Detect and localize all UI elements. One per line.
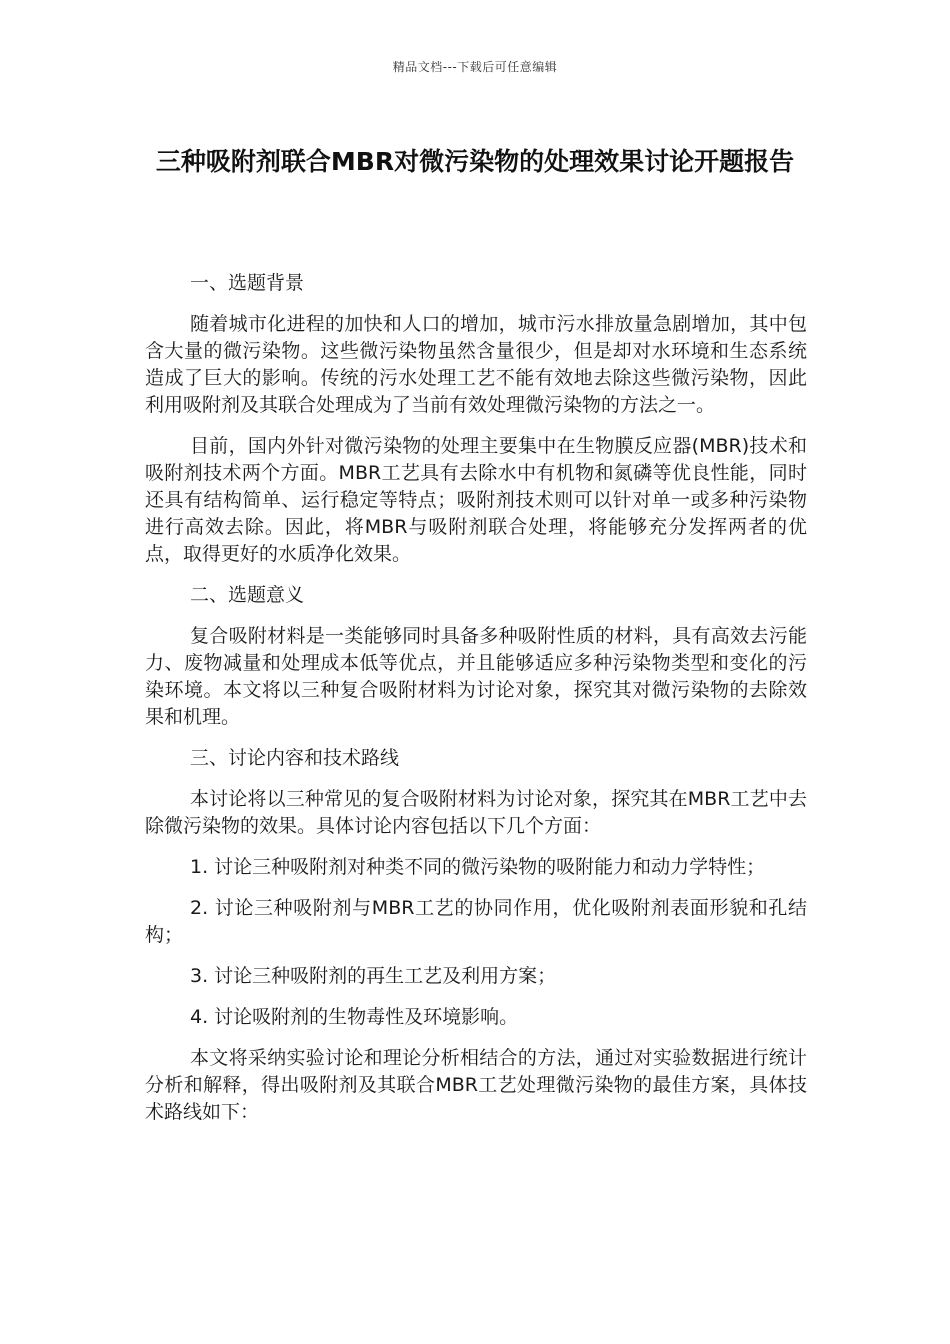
paragraph-background-2: 目前，国内外针对微污染物的处理主要集中在生物膜反应器(MBR)技术和吸附剂技术两个方面。MBR工艺具有去除水中有机物和氮磷等优良性能，同时还具有结构简单、运行稳定等特点；吸附剂技术则可以针对单一或多种污染物进行高效去除。因此，将MBR与吸附剂联合处理，将能够充分发挥两者的优点，取得更好的水质净化效果。 xyxy=(145,435,807,565)
document-body xyxy=(145,270,807,1140)
section-heading-content: 三、讨论内容和技术路线 xyxy=(190,747,400,769)
section-heading-significance: 二、选题意义 xyxy=(190,584,305,606)
list-item-4: 4. 讨论吸附剂的生物毒性及环境影响。 xyxy=(190,1006,519,1028)
list-item-2: 2. 讨论三种吸附剂与MBR工艺的协同作用，优化吸附剂表面形貌和孔结构； xyxy=(145,897,807,946)
document-title: 三种吸附剂联合MBR对微污染物的处理效果讨论开题报告 xyxy=(155,147,795,176)
section-heading-background: 一、选题背景 xyxy=(190,272,305,294)
paragraph-content-intro: 本讨论将以三种常见的复合吸附材料为讨论对象，探究其在MBR工艺中去除微污染物的效果。具体讨论内容包括以下几个方面： xyxy=(145,788,807,837)
list-item-3: 3. 讨论三种吸附剂的再生工艺及利用方案； xyxy=(190,965,557,987)
paragraph-significance: 复合吸附材料是一类能够同时具备多种吸附性质的材料，具有高效去污能力、废物减量和处理成本低等优点，并且能够适应多种污染物类型和变化的污染环境。本文将以三种复合吸附材料为讨论对象，探究其对微污染物的去除效果和机理。 xyxy=(145,625,807,728)
header-note: 精品文档---下载后可任意编辑 xyxy=(392,60,558,74)
paragraph-method: 本文将采纳实验讨论和理论分析相结合的方法，通过对实验数据进行统计分析和解释，得出吸附剂及其联合MBR工艺处理微污染物的最佳方案，具体技术路线如下： xyxy=(145,1047,807,1123)
paragraph-background-1: 随着城市化进程的加快和人口的增加，城市污水排放量急剧增加，其中包含大量的微污染物。这些微污染物虽然含量很少，但是却对水环境和生态系统造成了巨大的影响。传统的污水处理工艺不能有效地去除这些微污染物，因此利用吸附剂及其联合处理成为了当前有效处理微污染物的方法之一。 xyxy=(145,313,807,416)
list-item-1: 1. 讨论三种吸附剂对种类不同的微污染物的吸附能力和动力学特性； xyxy=(190,856,766,878)
